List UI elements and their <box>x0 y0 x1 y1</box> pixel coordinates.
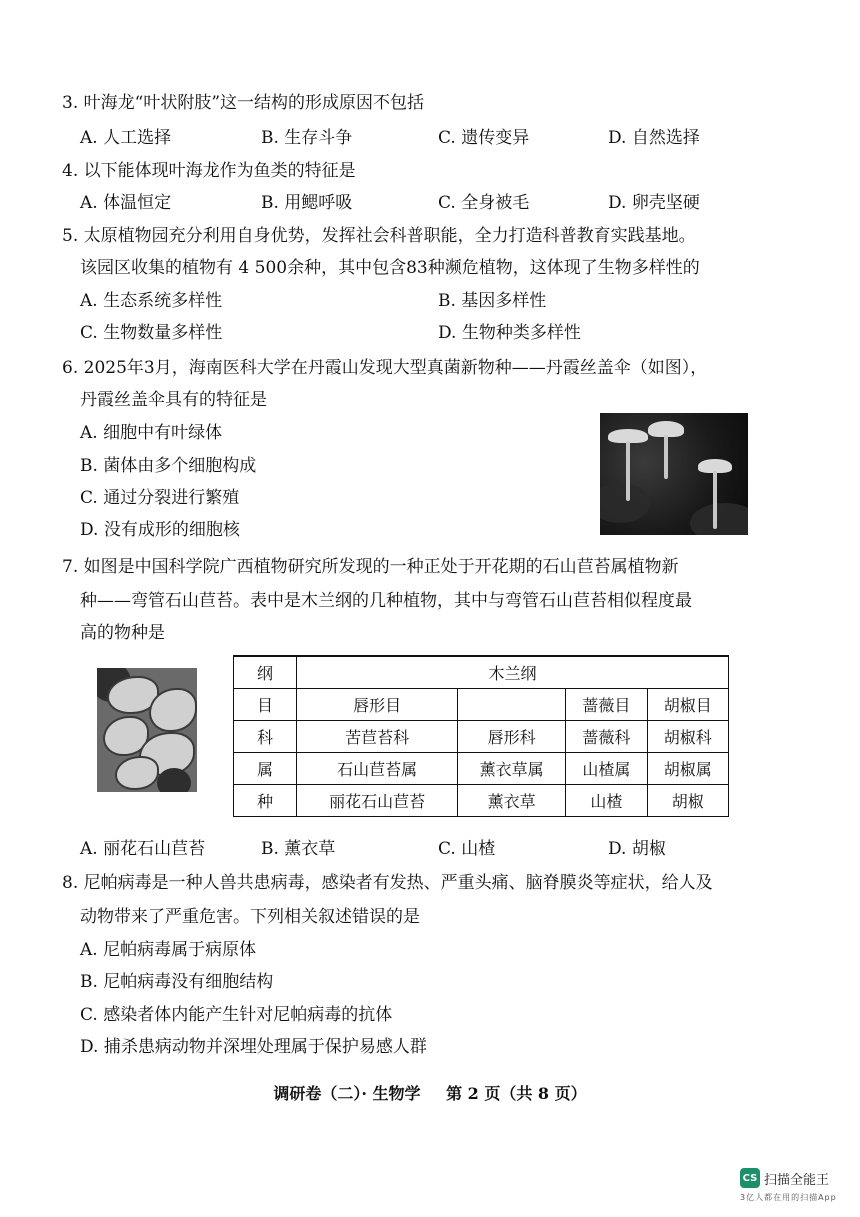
table-row <box>234 785 729 817</box>
page-footer <box>0 1081 860 1104</box>
question-7-stem-line1: 7. 如图是中国科学院广西植物研究所发现的一种正处于开花期的石山苣苔属植物新 <box>62 557 679 577</box>
table-cell: 唇形科 <box>458 721 566 753</box>
question-7-option-c: C. 山楂 <box>438 839 496 859</box>
question-6-stem-line2: 丹霞丝盖伞具有的特征是 <box>80 390 267 410</box>
question-3-option-a: A. 人工选择 <box>80 128 172 148</box>
question-4-option-c: C. 全身被毛 <box>438 193 530 213</box>
footer-page-number: 第 2 页（共 8 页） <box>446 1084 587 1103</box>
question-8-option-c: C. 感染者体内能产生针对尼帕病毒的抗体 <box>80 1005 393 1025</box>
question-8-option-a: A. 尼帕病毒属于病原体 <box>80 940 257 960</box>
question-8-option-d: D. 捕杀患病动物并深埋处理属于保护易感人群 <box>80 1037 427 1057</box>
plant-photo <box>97 668 197 792</box>
scanner-tagline: 3亿人都在用的扫描App <box>740 1193 837 1202</box>
question-5-option-c: C. 生物数量多样性 <box>80 323 223 343</box>
question-5-option-b: B. 基因多样性 <box>438 291 547 311</box>
table-cell: 胡椒属 <box>647 753 728 785</box>
table-cell: 山楂属 <box>566 753 647 785</box>
table-row <box>234 721 729 753</box>
question-6-option-d: D. 没有成形的细胞核 <box>80 520 240 540</box>
table-row <box>234 689 729 721</box>
question-4-stem: 4. 以下能体现叶海龙作为鱼类的特征是 <box>62 161 356 181</box>
scanner-watermark <box>740 1168 829 1188</box>
question-5-stem-line1: 5. 太原植物园充分利用自身优势，发挥社会科普职能，全力打造科普教育实践基地。 <box>62 226 696 246</box>
question-4-option-d: D. 卵壳坚硬 <box>608 193 700 213</box>
table-cell: 胡椒 <box>647 785 728 817</box>
question-6-stem-line1: 6. 2025年3月，海南医科大学在丹霞山发现大型真菌新物种——丹霞丝盖伞（如图）， <box>62 358 708 378</box>
mushroom-photo <box>600 413 748 535</box>
table-row-label: 种 <box>234 785 297 817</box>
question-5-option-a: A. 生态系统多样性 <box>80 291 223 311</box>
table-cell: 丽花石山苣苔 <box>297 785 458 817</box>
table-cell: 薰衣草 <box>458 785 566 817</box>
table-row <box>234 753 729 785</box>
classification-table <box>233 655 729 817</box>
table-cell: 唇形目 <box>297 689 458 721</box>
question-3-option-d: D. 自然选择 <box>608 128 700 148</box>
table-cell: 薰衣草属 <box>458 753 566 785</box>
camscanner-logo-icon: CS <box>740 1168 760 1188</box>
footer-exam-title: 调研卷（二）· 生物学 <box>273 1084 421 1103</box>
question-3-stem: 3. 叶海龙“叶状附肢”这一结构的形成原因不包括 <box>62 93 425 113</box>
question-8-stem-line1: 8. 尼帕病毒是一种人兽共患病毒，感染者有发热、严重头痛、脑脊膜炎等症状，给人及 <box>62 873 713 893</box>
question-8-option-b: B. 尼帕病毒没有细胞结构 <box>80 972 274 992</box>
question-8-stem-line2: 动物带来了严重危害。下列相关叙述错误的是 <box>80 907 420 927</box>
table-cell: 石山苣苔属 <box>297 753 458 785</box>
question-7-option-d: D. 胡椒 <box>608 839 666 859</box>
question-5-option-d: D. 生物种类多样性 <box>438 323 581 343</box>
question-6-option-c: C. 通过分裂进行繁殖 <box>80 488 240 508</box>
table-row-label: 目 <box>234 689 297 721</box>
table-cell: 山楂 <box>566 785 647 817</box>
question-7-option-b: B. 薰衣草 <box>261 839 336 859</box>
question-3-option-c: C. 遗传变异 <box>438 128 530 148</box>
scanner-app-name: 扫描全能王 <box>764 1172 830 1188</box>
question-3-option-b: B. 生存斗争 <box>261 128 353 148</box>
question-5-stem-line2: 该园区收集的植物有 4 500余种，其中包含83种濒危植物，这体现了生物多样性的 <box>80 258 700 278</box>
table-cell: 蔷薇科 <box>566 721 647 753</box>
question-4-option-a: A. 体温恒定 <box>80 193 172 213</box>
table-row <box>234 656 729 689</box>
question-7-stem-line2: 种——弯管石山苣苔。表中是木兰纲的几种植物，其中与弯管石山苣苔相似程度最 <box>80 591 692 611</box>
question-4-option-b: B. 用鳃呼吸 <box>261 193 353 213</box>
table-row-label: 属 <box>234 753 297 785</box>
question-6-option-a: A. 细胞中有叶绿体 <box>80 423 223 443</box>
table-cell: 胡椒科 <box>647 721 728 753</box>
table-cell: 苦苣苔科 <box>297 721 458 753</box>
table-row-label: 科 <box>234 721 297 753</box>
question-7-option-a: A. 丽花石山苣苔 <box>80 839 206 859</box>
question-6-option-b: B. 菌体由多个细胞构成 <box>80 456 257 476</box>
table-cell: 胡椒目 <box>647 689 728 721</box>
table-cell <box>458 689 566 721</box>
table-cell: 蔷薇目 <box>566 689 647 721</box>
question-7-stem-line3: 高的物种是 <box>80 623 165 643</box>
table-class-value: 木兰纲 <box>297 656 729 689</box>
table-header-class: 纲 <box>234 656 297 689</box>
